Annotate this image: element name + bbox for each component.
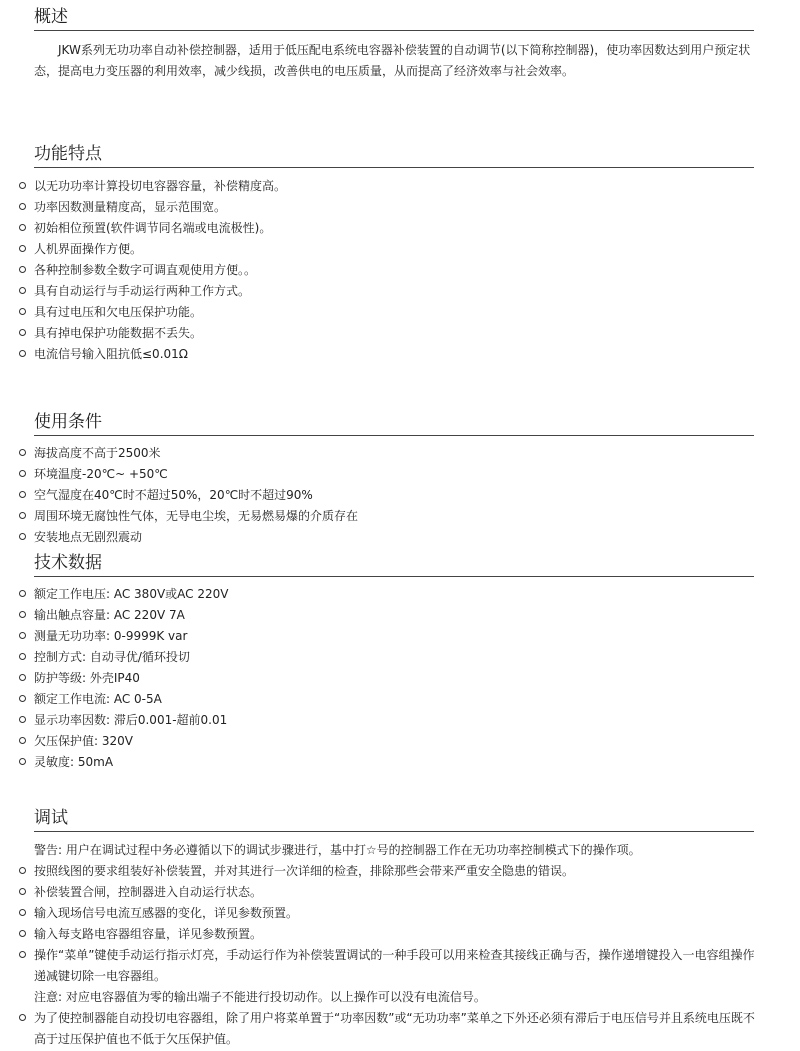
list-item-text: 各种控制参数全数字可调直观使用方便。。 [34, 263, 257, 277]
overview-text [34, 40, 758, 82]
list-item-text: 具有掉电保护功能数据不丢失。 [34, 326, 203, 340]
list-item [0, 218, 800, 239]
circle-bullet-icon [19, 182, 26, 189]
list-item-text: 输入现场信号电流互感器的变化，详见参数预置。 [34, 906, 299, 920]
circle-bullet-icon [19, 653, 26, 660]
features-list [0, 176, 800, 365]
circle-bullet-icon [19, 930, 26, 937]
list-item-text: 环境温度-20℃~ +50℃ [34, 467, 168, 481]
list-item-text: 为了使控制器能自动投切电容器组，除了用户将菜单置于“功率因数”或“无功功率”菜单之下外还必须有滞后于电压信号并且系统电压既不高于过压保护值也不低于欠压保护值。 [34, 1011, 755, 1046]
list-item-text: 按照线图的要求组装好补偿装置，并对其进行一次详细的检查，排除那些会带来严重安全隐患的错误。 [34, 864, 575, 878]
circle-bullet-icon [19, 512, 26, 519]
circle-bullet-icon [19, 716, 26, 723]
list-item [0, 176, 800, 197]
list-item [0, 731, 800, 752]
list-item [0, 323, 800, 344]
list-item [0, 260, 800, 281]
circle-bullet-icon [19, 674, 26, 681]
list-item [0, 710, 800, 731]
list-item [0, 668, 800, 689]
list-item [0, 527, 800, 548]
list-item [0, 464, 800, 485]
list-item [0, 924, 800, 945]
list-item [0, 239, 800, 260]
list-item-text: 周围环境无腐蚀性气体，无导电尘埃，无易燃易爆的介质存在 [34, 509, 359, 523]
list-item-text: 控制方式: 自动寻优/循环投切 [34, 650, 190, 664]
list-item [0, 752, 800, 773]
section-title-features: 功能特点 [34, 142, 754, 168]
list-item [0, 861, 800, 882]
list-item-text: 欠压保护值: 320V [34, 734, 133, 748]
list-item [0, 605, 800, 626]
list-item [0, 302, 800, 323]
circle-bullet-icon [19, 590, 26, 597]
list-item [0, 506, 800, 527]
conditions-list [0, 443, 800, 548]
debug-block [0, 840, 800, 1050]
circle-bullet-icon [19, 632, 26, 639]
list-item [0, 945, 800, 987]
circle-bullet-icon [19, 245, 26, 252]
section-title-conditions: 使用条件 [34, 410, 754, 436]
list-item-text: 具有过电压和欠电压保护功能。 [34, 305, 203, 319]
list-item-text: 人机界面操作方便。 [34, 242, 143, 256]
circle-bullet-icon [19, 287, 26, 294]
list-item-text: 补偿装置合闸，控制器进入自动运行状态。 [34, 885, 263, 899]
circle-bullet-icon [19, 1014, 26, 1021]
list-item [0, 485, 800, 506]
circle-bullet-icon [19, 350, 26, 357]
overview-text-content: JKW系列无功功率自动补偿控制器，适用于低压配电系统电容器补偿装置的自动调节(以下简称控制器)，使功率因数达到用户预定状态，提高电力变压器的利用效率，减少线损，改善供电的电压质量，从而提高了经济效率与社会效率。 [34, 43, 751, 78]
list-item [0, 647, 800, 668]
circle-bullet-icon [19, 867, 26, 874]
circle-bullet-icon [19, 329, 26, 336]
debug-list-final [0, 1008, 800, 1050]
list-item [0, 882, 800, 903]
list-item [0, 626, 800, 647]
list-item [0, 1008, 800, 1050]
list-item-text: 电流信号输入阻抗低≤0.01Ω [34, 347, 188, 361]
list-item [0, 197, 800, 218]
circle-bullet-icon [19, 203, 26, 210]
circle-bullet-icon [19, 470, 26, 477]
circle-bullet-icon [19, 611, 26, 618]
list-item-text: 具有自动运行与手动运行两种工作方式。 [34, 284, 251, 298]
circle-bullet-icon [19, 888, 26, 895]
debug-note: 注意: 对应电容器值为零的输出端子不能进行投切动作。以上操作可以没有电流信号。 [34, 990, 486, 1004]
section-title-tech: 技术数据 [34, 551, 754, 577]
list-item-text: 额定工作电压: AC 380V或AC 220V [34, 587, 229, 601]
circle-bullet-icon [19, 533, 26, 540]
circle-bullet-icon [19, 737, 26, 744]
circle-bullet-icon [19, 449, 26, 456]
list-item-text: 空气湿度在40℃时不超过50%，20℃时不超过90% [34, 488, 313, 502]
list-item-text: 以无功功率计算投切电容器容量，补偿精度高。 [34, 179, 287, 193]
list-item-text: 额定工作电流: AC 0-5A [34, 692, 162, 706]
list-item-text: 显示功率因数: 滞后0.001-超前0.01 [34, 713, 228, 727]
debug-warning: 警告: 用户在调试过程中务必遵循以下的调试步骤进行，基中打☆号的控制器工作在无功功率控制模式下的操作项。 [34, 843, 641, 857]
list-item-text: 防护等级: 外壳IP40 [34, 671, 140, 685]
list-item [0, 443, 800, 464]
list-item [0, 584, 800, 605]
tech-data-list [0, 584, 800, 773]
list-item-text: 安装地点无剧烈震动 [34, 530, 143, 544]
circle-bullet-icon [19, 951, 26, 958]
circle-bullet-icon [19, 695, 26, 702]
list-item-text: 海拔高度不高于2500米 [34, 446, 161, 460]
list-item [0, 903, 800, 924]
list-item-text: 输入每支路电容器组容量，详见参数预置。 [34, 927, 263, 941]
section-title-overview: 概述 [34, 5, 754, 31]
circle-bullet-icon [19, 909, 26, 916]
list-item [0, 689, 800, 710]
list-item-text: 功率因数测量精度高，显示范围宽。 [34, 200, 227, 214]
debug-list [0, 861, 800, 987]
list-item-text: 测量无功功率: 0-9999K var [34, 629, 188, 643]
list-item-text: 初始相位预置(软件调节同名端或电流极性)。 [34, 221, 272, 235]
circle-bullet-icon [19, 308, 26, 315]
list-item-text: 灵敏度: 50mA [34, 755, 114, 769]
circle-bullet-icon [19, 491, 26, 498]
list-item [0, 344, 800, 365]
list-item-text: 输出触点容量: AC 220V 7A [34, 608, 185, 622]
circle-bullet-icon [19, 758, 26, 765]
list-item-text: 操作“菜单”键使手动运行指示灯亮，手动运行作为补偿装置调试的一种手段可以用来检查其接线正确与否，操作递增键投入一电容组操作递减键切除一电容器组。 [34, 948, 755, 983]
list-item [0, 281, 800, 302]
circle-bullet-icon [19, 266, 26, 273]
circle-bullet-icon [19, 224, 26, 231]
section-title-debug: 调试 [34, 806, 754, 832]
